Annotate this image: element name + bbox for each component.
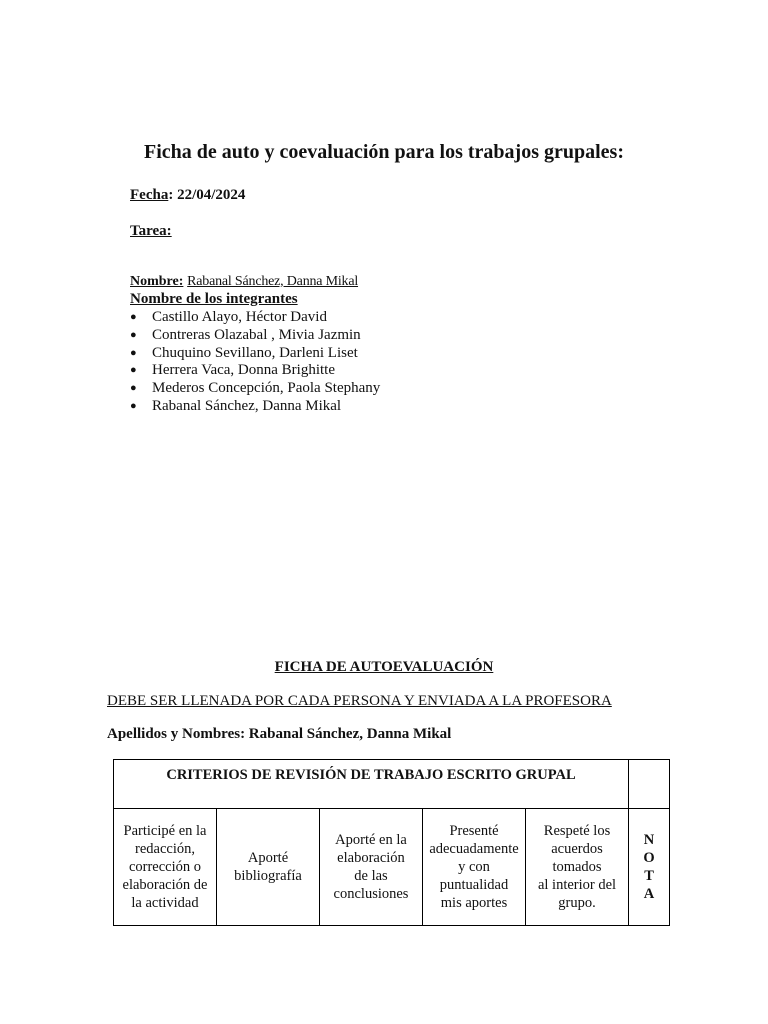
member-name: Mederos Concepción, Paola Stephany <box>152 380 381 397</box>
criteria-table <box>113 759 670 926</box>
criterion-conclusions: Aporté en la elaboración de las conclusiones <box>320 809 423 926</box>
table-header-row <box>114 760 670 809</box>
criterion-punctuality: Presenté adecuadamente y con puntualidad mis aportes <box>423 809 526 926</box>
fecha-value: : 22/04/2024 <box>168 187 246 203</box>
nombre-label: Nombre: <box>130 274 184 289</box>
instruction-text: DEBE SER LLENADA POR CADA PERSONA Y ENVIADA A LA PROFESORA <box>107 693 612 709</box>
fecha-label: Fecha <box>130 187 169 203</box>
integrantes-heading: Nombre de los integrantes <box>130 291 298 307</box>
bullet-icon: ● <box>130 311 137 323</box>
list-item <box>130 309 380 327</box>
criterion-agreements: Respeté los acuerdos tomados al interior del grupo. <box>526 809 629 926</box>
tarea-label: Tarea: <box>130 223 172 239</box>
members-list <box>130 309 380 416</box>
nombre-line <box>130 273 358 290</box>
criterion-bibliography: Aporté bibliografía <box>217 809 320 926</box>
bullet-icon: ● <box>130 346 137 359</box>
member-name: Herrera Vaca, Donna Brighitte <box>152 362 335 379</box>
page-title: Ficha de auto y coevaluación para los trabajos grupales: <box>144 141 624 163</box>
list-item <box>130 398 380 416</box>
member-name: Chuquino Sevillano, Darleni Liset <box>152 344 358 361</box>
list-item <box>130 362 380 380</box>
fecha-line <box>130 187 245 204</box>
nombre-value: Rabanal Sánchez, Danna Mikal <box>187 274 359 289</box>
member-name: Contreras Olazabal , Mivia Jazmin <box>152 326 361 343</box>
member-name: Castillo Alayo, Héctor David <box>152 309 327 325</box>
table-header: CRITERIOS DE REVISIÓN DE TRABAJO ESCRITO GRUPAL <box>114 760 629 809</box>
bullet-icon: ● <box>130 382 137 395</box>
apellidos-line: Apellidos y Nombres: Rabanal Sánchez, Danna Mikal <box>107 726 452 742</box>
list-item <box>130 380 380 398</box>
list-item <box>130 345 380 363</box>
section-title: FICHA DE AUTOEVALUACIÓN <box>274 659 494 675</box>
bullet-icon: ● <box>130 364 137 377</box>
member-name: Rabanal Sánchez, Danna Mikal <box>152 397 342 414</box>
table-row <box>114 809 670 926</box>
list-item <box>130 327 380 345</box>
bullet-icon: ● <box>130 328 137 341</box>
criterion-participation: Participé en la redacción, corrección o elaboración de la actividad <box>114 809 217 926</box>
bullet-icon: ● <box>130 399 137 412</box>
table-header-empty-cell <box>629 760 670 809</box>
nota-column: N O T A <box>629 809 670 926</box>
